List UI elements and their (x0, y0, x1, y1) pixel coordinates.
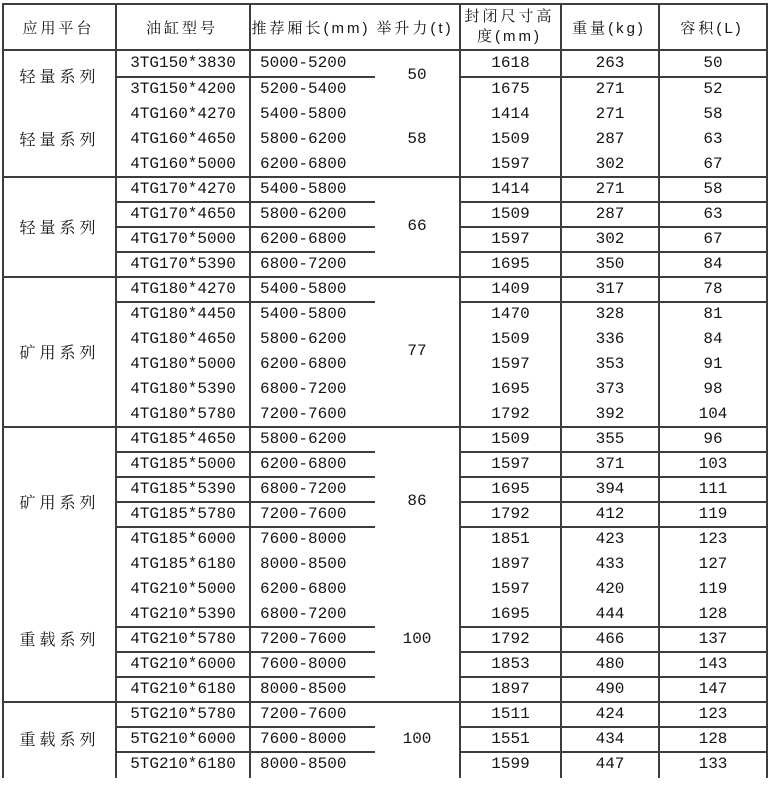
closed-height-cell: 1551 (491, 729, 530, 748)
box-length-cell: 5800-6200 (260, 329, 347, 348)
model-cell: 4TG185*5000 (130, 454, 236, 473)
closed-height-cell: 1597 (491, 579, 530, 598)
model-cell: 4TG210*5780 (130, 629, 236, 648)
platform-cell: 轻量系列 (19, 132, 100, 149)
lift-force-cell: 100 (402, 729, 432, 748)
lift-force-cell: 66 (407, 217, 427, 235)
closed-height-cell: 1695 (491, 254, 530, 273)
closed-height-cell: 1675 (491, 79, 530, 98)
box-length-cell: 8000-8500 (260, 554, 347, 573)
closed-height-cell: 1792 (491, 629, 530, 648)
header-closed-height: 封闭尺寸高度(mm) (464, 7, 555, 45)
volume-cell: 63 (703, 129, 723, 148)
box-length-cell: 8000-8500 (260, 754, 347, 773)
closed-height-cell: 1509 (491, 204, 530, 223)
closed-height-cell: 1597 (491, 454, 530, 473)
model-cell: 4TG180*4650 (130, 329, 236, 348)
model-cell: 4TG210*6180 (130, 679, 236, 698)
box-length-cell: 6800-7200 (260, 379, 347, 398)
box-length-cell: 7200-7600 (260, 404, 347, 423)
closed-height-cell: 1511 (491, 704, 530, 723)
volume-cell: 128 (698, 604, 728, 623)
weight-cell: 444 (595, 604, 625, 623)
model-cell: 4TG180*4450 (130, 304, 236, 323)
model-cell: 4TG185*5390 (130, 479, 236, 498)
box-length-cell: 6200-6800 (260, 454, 347, 473)
box-length-cell: 7200-7600 (260, 504, 347, 523)
model-cell: 4TG170*5390 (130, 254, 236, 273)
model-cell: 4TG185*5780 (130, 504, 236, 523)
closed-height-cell: 1509 (491, 429, 530, 448)
weight-cell: 287 (595, 129, 625, 148)
weight-cell: 271 (595, 79, 625, 98)
header-weight: 重量(kg) (572, 19, 646, 37)
model-cell: 4TG170*4270 (130, 179, 236, 198)
model-cell: 4TG210*5390 (130, 604, 236, 623)
box-length-cell: 5200-5400 (260, 79, 347, 98)
volume-cell: 52 (703, 79, 723, 98)
closed-height-cell: 1792 (491, 504, 530, 523)
model-cell: 4TG180*4270 (130, 279, 236, 298)
model-cell: 3TG150*4200 (130, 79, 236, 98)
header-lift-force: 举升力(t) (376, 19, 454, 37)
weight-cell: 355 (595, 429, 625, 448)
model-cell: 5TG210*6000 (130, 729, 236, 748)
weight-cell: 353 (595, 354, 625, 373)
model-cell: 4TG160*4650 (130, 129, 236, 148)
lift-force-cell: 86 (407, 492, 427, 510)
weight-cell: 302 (595, 229, 625, 248)
volume-cell: 96 (703, 429, 723, 448)
volume-cell: 111 (698, 479, 728, 498)
closed-height-cell: 1509 (491, 329, 530, 348)
volume-cell: 50 (703, 53, 723, 72)
model-cell: 4TG170*4650 (130, 204, 236, 223)
box-length-cell: 5000-5200 (260, 53, 347, 72)
weight-cell: 394 (595, 479, 625, 498)
weight-cell: 434 (595, 729, 625, 748)
volume-cell: 133 (698, 754, 728, 773)
volume-cell: 78 (703, 279, 723, 298)
platform-cell: 重载系列 (19, 732, 100, 749)
platform-cell: 矿用系列 (19, 344, 100, 362)
lift-force-cell: 100 (402, 629, 432, 648)
closed-height-cell: 1897 (491, 679, 530, 698)
closed-height-cell: 1695 (491, 379, 530, 398)
volume-cell: 91 (703, 354, 723, 373)
box-length-cell: 5400-5800 (260, 304, 347, 323)
box-length-cell: 5800-6200 (260, 429, 347, 448)
volume-cell: 143 (698, 654, 728, 673)
closed-height-cell: 1851 (491, 529, 530, 548)
weight-cell: 271 (595, 104, 625, 123)
closed-height-cell: 1597 (491, 154, 530, 173)
model-cell: 5TG210*6180 (130, 754, 236, 773)
model-cell: 4TG180*5390 (130, 379, 236, 398)
volume-cell: 123 (698, 704, 728, 723)
volume-cell: 58 (703, 104, 723, 123)
box-length-cell: 5800-6200 (260, 204, 347, 223)
weight-cell: 263 (595, 53, 625, 72)
volume-cell: 67 (703, 229, 723, 248)
volume-cell: 58 (703, 179, 723, 198)
weight-cell: 420 (595, 579, 625, 598)
closed-height-cell: 1470 (491, 304, 530, 323)
platform-cell: 轻量系列 (19, 219, 100, 237)
weight-cell: 447 (595, 754, 625, 773)
closed-height-cell: 1414 (491, 179, 530, 198)
box-length-cell: 7600-8000 (260, 729, 347, 748)
box-length-cell: 7200-7600 (260, 704, 347, 723)
model-cell: 4TG210*5000 (130, 579, 236, 598)
volume-cell: 84 (703, 254, 723, 273)
box-length-cell: 6200-6800 (260, 229, 347, 248)
volume-cell: 119 (698, 579, 728, 598)
weight-cell: 412 (595, 504, 625, 523)
lift-force-cell: 58 (407, 129, 427, 148)
volume-cell: 84 (703, 329, 723, 348)
model-cell: 4TG185*4650 (130, 429, 236, 448)
closed-height-cell: 1853 (491, 654, 530, 673)
grid-line-vertical (766, 3, 768, 778)
closed-height-cell: 1414 (491, 104, 530, 123)
box-length-cell: 6800-7200 (260, 254, 347, 273)
model-cell: 4TG185*6000 (130, 529, 236, 548)
model-cell: 4TG185*6180 (130, 554, 236, 573)
model-cell: 4TG210*6000 (130, 654, 236, 673)
closed-height-cell: 1599 (491, 754, 530, 773)
box-length-cell: 5400-5800 (260, 279, 347, 298)
model-cell: 5TG210*5780 (130, 704, 236, 723)
box-length-cell: 7600-8000 (260, 529, 347, 548)
volume-cell: 98 (703, 379, 723, 398)
volume-cell: 63 (703, 204, 723, 223)
box-length-cell: 6800-7200 (260, 479, 347, 498)
platform-cell: 矿用系列 (19, 494, 100, 512)
volume-cell: 128 (698, 729, 728, 748)
box-length-cell: 5800-6200 (260, 129, 347, 148)
header-box-length: 推荐厢长(mm) (251, 19, 371, 37)
volume-cell: 123 (698, 529, 728, 548)
volume-cell: 137 (698, 629, 728, 648)
box-length-cell: 6200-6800 (260, 579, 347, 598)
header-volume: 容积(L) (680, 19, 744, 37)
weight-cell: 490 (595, 679, 625, 698)
box-length-cell: 6200-6800 (260, 354, 347, 373)
closed-height-cell: 1597 (491, 229, 530, 248)
volume-cell: 104 (698, 404, 728, 423)
header-platform: 应用平台 (22, 19, 95, 37)
weight-cell: 287 (595, 204, 625, 223)
weight-cell: 371 (595, 454, 625, 473)
model-cell: 3TG150*3830 (130, 53, 236, 72)
model-cell: 4TG160*4270 (130, 104, 236, 123)
closed-height-cell: 1695 (491, 479, 530, 498)
box-length-cell: 6200-6800 (260, 154, 347, 173)
header-model: 油缸型号 (145, 19, 218, 37)
closed-height-cell: 1792 (491, 404, 530, 423)
box-length-cell: 6800-7200 (260, 604, 347, 623)
box-length-cell: 5400-5800 (260, 179, 347, 198)
model-cell: 4TG170*5000 (130, 229, 236, 248)
closed-height-cell: 1695 (491, 604, 530, 623)
platform-cell: 重载系列 (19, 632, 100, 649)
weight-cell: 480 (595, 654, 625, 673)
weight-cell: 328 (595, 304, 625, 323)
weight-cell: 466 (595, 629, 625, 648)
volume-cell: 127 (698, 554, 728, 573)
lift-force-cell: 77 (407, 342, 427, 360)
table-top-border (2, 3, 768, 5)
model-cell: 4TG180*5780 (130, 404, 236, 423)
platform-cell: 轻量系列 (19, 68, 100, 86)
weight-cell: 392 (595, 404, 625, 423)
weight-cell: 424 (595, 704, 625, 723)
weight-cell: 433 (595, 554, 625, 573)
closed-height-cell: 1897 (491, 554, 530, 573)
weight-cell: 336 (595, 329, 625, 348)
volume-cell: 81 (703, 304, 723, 323)
box-length-cell: 5400-5800 (260, 104, 347, 123)
weight-cell: 373 (595, 379, 625, 398)
volume-cell: 119 (698, 504, 728, 523)
volume-cell: 67 (703, 154, 723, 173)
volume-cell: 147 (698, 679, 728, 698)
weight-cell: 423 (595, 529, 625, 548)
weight-cell: 350 (595, 254, 625, 273)
closed-height-cell: 1509 (491, 129, 530, 148)
weight-cell: 302 (595, 154, 625, 173)
closed-height-cell: 1597 (491, 354, 530, 373)
lift-force-cell: 50 (407, 66, 427, 84)
model-cell: 4TG160*5000 (130, 154, 236, 173)
weight-cell: 317 (595, 279, 625, 298)
model-cell: 4TG180*5000 (130, 354, 236, 373)
weight-cell: 271 (595, 179, 625, 198)
box-length-cell: 7600-8000 (260, 654, 347, 673)
volume-cell: 103 (698, 454, 728, 473)
box-length-cell: 7200-7600 (260, 629, 347, 648)
closed-height-cell: 1409 (491, 279, 530, 298)
closed-height-cell: 1618 (491, 53, 530, 72)
box-length-cell: 8000-8500 (260, 679, 347, 698)
